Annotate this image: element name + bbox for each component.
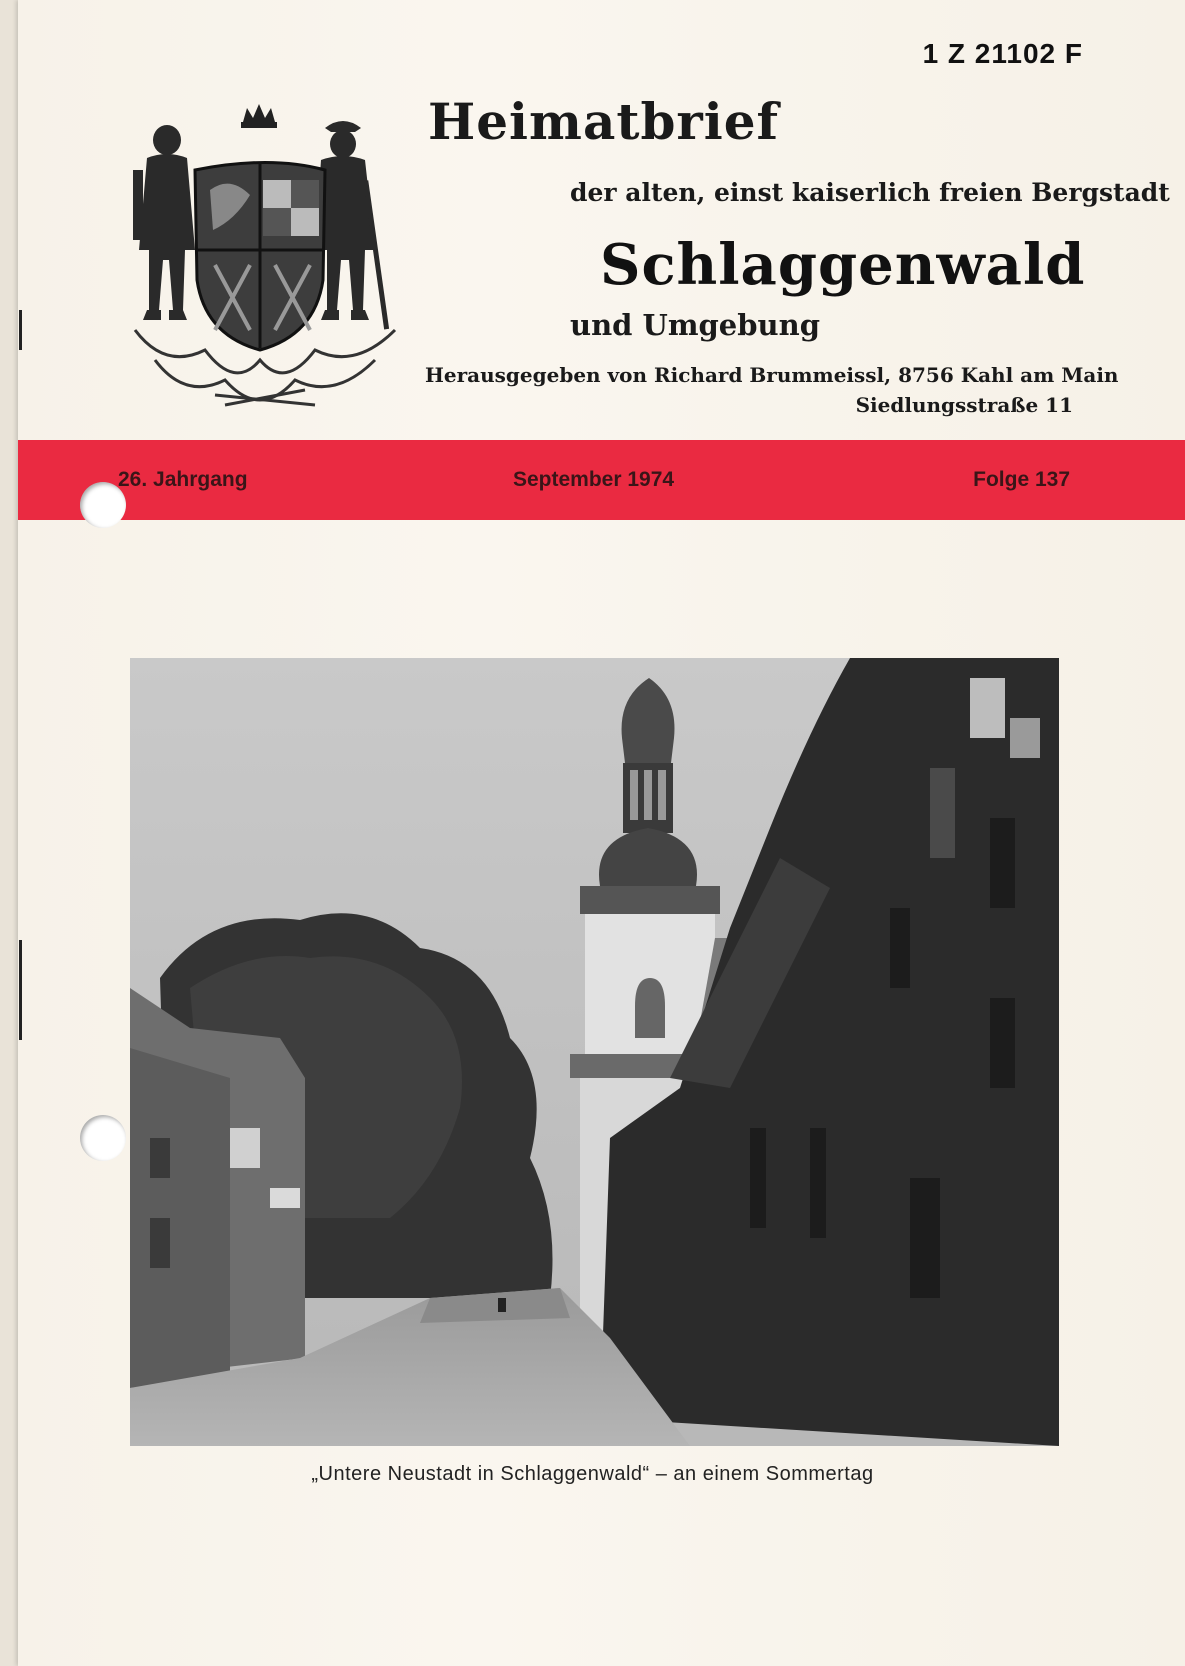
- punch-hole: [80, 482, 126, 528]
- volume-label: 26. Jahrgang: [118, 468, 248, 491]
- publisher-address: Siedlungsstraße 11: [855, 393, 1073, 417]
- masthead-subtitle: der alten, einst kaiserlich freien Bergstadt: [570, 178, 1170, 207]
- issue-band: [18, 440, 1185, 520]
- coat-of-arms-icon: [125, 100, 415, 420]
- issue-date: September 1974: [513, 468, 675, 491]
- page-edge: [0, 0, 18, 1666]
- cover-photo: [130, 658, 1059, 1446]
- binder-mark: [19, 310, 22, 350]
- postal-code: 1 Z 21102 F: [922, 38, 1083, 69]
- issue-number: Folge 137: [973, 468, 1070, 491]
- photo-caption: „Untere Neustadt in Schlaggenwald“ – an einem Sommertag: [311, 1463, 874, 1485]
- punch-hole: [80, 1115, 126, 1161]
- publisher-line: Herausgegeben von Richard Brummeissl, 8756 Kahl am Main: [425, 363, 1119, 387]
- masthead-environs: und Umgebung: [570, 308, 820, 342]
- binder-mark: [19, 940, 22, 1040]
- masthead-title: Heimatbrief: [428, 92, 780, 151]
- masthead-town: Schlaggenwald: [600, 232, 1086, 298]
